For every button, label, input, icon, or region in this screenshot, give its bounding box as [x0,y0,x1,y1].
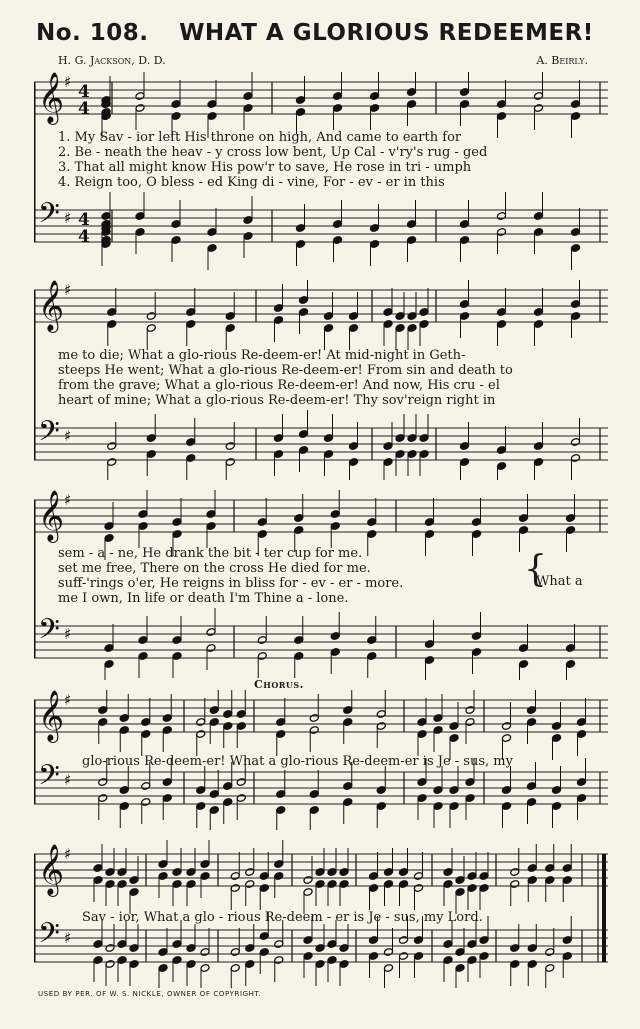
chorus-lyrics-1 [34,754,608,769]
bass-staff [34,415,608,460]
sharp-key-signature-icon: ♯ [64,625,72,643]
hymn-title: WHAT A GLORIOUS REDEEMER! [179,20,594,46]
sharp-key-signature-icon: ♯ [64,281,72,299]
time-signature-bottom: 4 [78,227,90,247]
music-system-1 [34,72,608,272]
copyright-footer: USED BY PER. OF W. S. NICKLE, OWNER OF COPYRIGHT. [38,990,262,998]
sharp-key-signature-icon: ♯ [64,845,72,863]
verse-lyrics-system-2 [34,348,608,408]
refrain-cue: What a [536,574,583,589]
lyricist-credit: H. G. Jackson, D. D. [58,54,166,67]
verse-4-line: heart of mine; What a glo-rious Re-deem-er! Thy sov'reign right in [58,393,496,408]
verse-1-line: me to die; What a glo-rious Re-deem-er! At mid-night in Geth- [58,348,466,363]
bass-clef-icon: 𝄢 [38,759,60,799]
verse-1-line: 1. My Sav - ior left His throne on high, And came to earth for [58,130,462,145]
notes-group [107,410,581,480]
time-signature-top: 4 [78,82,90,102]
music-system-3 [34,490,608,680]
verse-lyrics-system-3 [34,546,608,606]
notes-group [101,192,581,270]
sharp-key-signature-icon: ♯ [64,491,72,509]
notes-group [93,840,572,914]
sharp-key-signature-icon: ♯ [64,73,72,91]
time-signature-top: 4 [78,210,90,230]
verse-3-line: suff-'rings o'er, He reigns in bliss for - ev - er - more. [58,576,404,591]
bass-clef-icon: 𝄢 [38,917,60,957]
hymn-title-bar [36,20,616,46]
chorus-line-1: glo-rious Re-deem-er! What a glo-rious Re-deem-er is Je - sus, my [82,754,513,769]
bass-clef-icon: 𝄢 [38,613,60,653]
treble-clef-icon: 𝄞 [38,690,65,741]
bass-clef-icon: 𝄢 [38,415,60,455]
bass-clef-icon: 𝄢 [38,197,60,237]
music-system-5 [34,838,608,988]
treble-clef-icon: 𝄞 [38,844,65,895]
chorus-label: Chorus. [254,678,305,691]
sharp-key-signature-icon: ♯ [64,427,72,445]
verse-lyrics-system-1 [34,130,608,190]
hymn-number: No. 108. [36,20,149,46]
treble-staff [34,280,608,333]
verse-1-line: sem - a - ne, He drank the bit - ter cup for me. [58,546,363,561]
verse-3-line: from the grave; What a glo-rious Re-deem-er! And now, His cru - el [58,378,500,393]
sharp-key-signature-icon: ♯ [64,691,72,709]
treble-clef-icon: 𝄞 [38,490,65,541]
sharp-key-signature-icon: ♯ [64,771,72,789]
sharp-key-signature-icon: ♯ [64,929,72,947]
music-system-2 [34,280,608,480]
time-signature-bottom: 4 [78,99,90,119]
treble-clef-icon: 𝄞 [38,280,65,331]
verse-4-line: 4. Reign too, O bless - ed King di - vine, For - ev - er in this [58,175,445,190]
chorus-line-2: Sav - ior, What a glo - rious Re-deem - er is Je - sus, my Lord. [82,910,483,925]
music-system-4 [34,690,608,830]
treble-staff [34,72,608,125]
notes-group [104,608,576,680]
verse-brace: { [524,549,547,590]
verse-4-line: me I own, In life or death I'm Thine a - lone. [58,591,349,606]
treble-clef-icon: 𝄞 [38,72,65,123]
verse-2-line: 2. Be - neath the heav - y cross low bent, Up Cal - v'ry's rug - ged [58,145,488,160]
chorus-lyrics-2 [34,910,608,925]
bass-staff [34,197,608,247]
verse-3-line: 3. That all might know His pow'r to save, He rose in tri - umph [58,160,472,175]
composer-credit: A. Beirly. [536,54,588,67]
sharp-key-signature-icon: ♯ [64,209,72,227]
verse-2-line: steeps He went; What a glo-rious Re-deem-er! From sin and death to [58,363,513,378]
verse-2-line: set me free, There on the cross He died for me. [58,561,371,576]
